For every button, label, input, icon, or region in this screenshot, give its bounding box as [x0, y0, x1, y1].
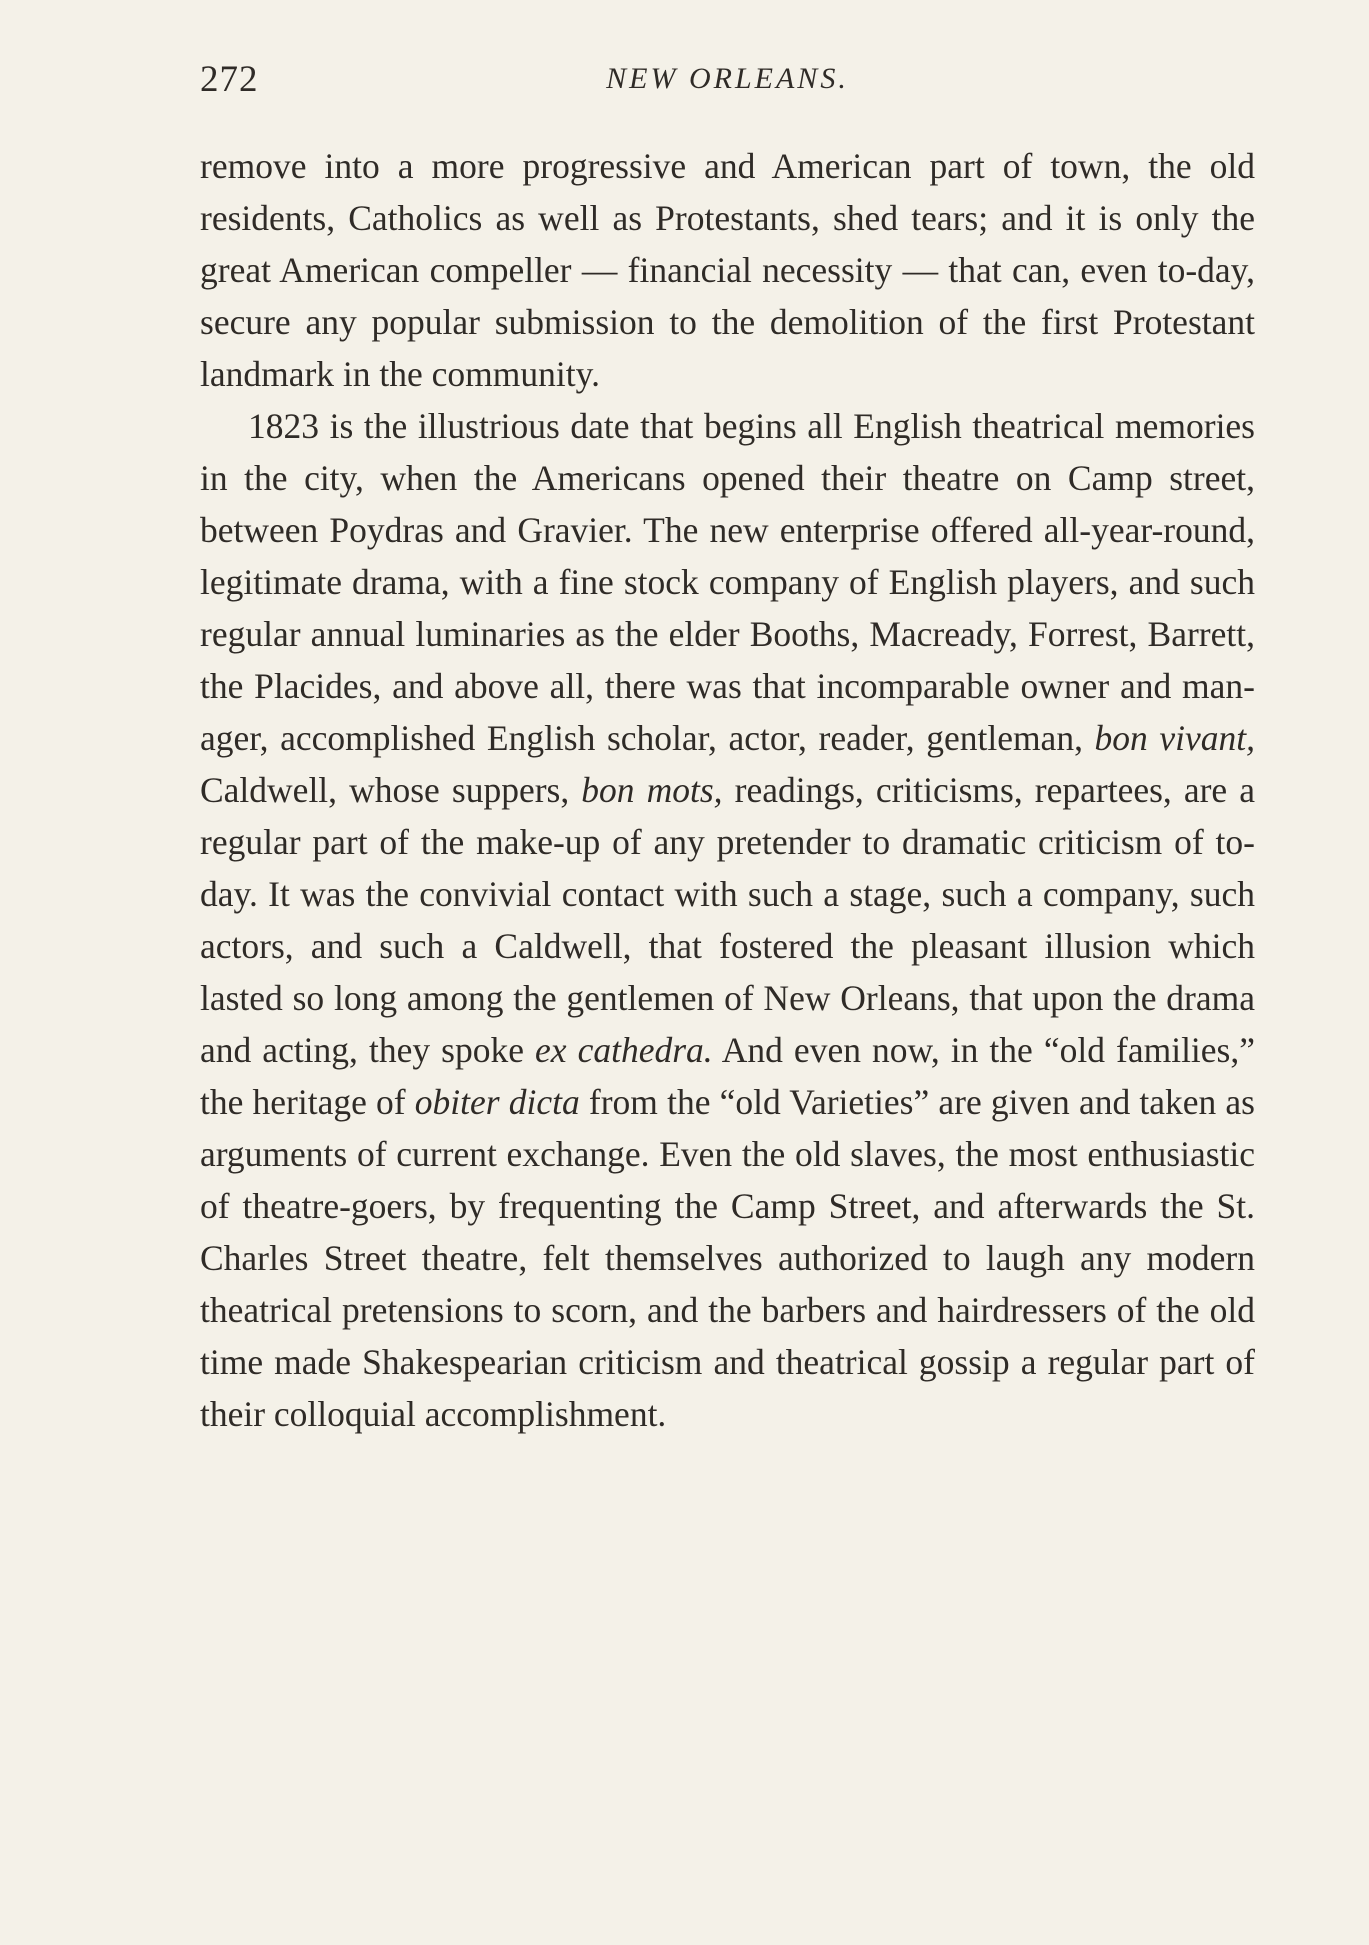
paragraph-continued: remove into a more progressive and American part of town, the old residents, Catholics as well as Protestants, shed tears; and it is only the great American compeller — financial necessity — that can, even to-day, secure any popular submission to the demolition of the first Protestant landmark in the community.	[200, 146, 1255, 394]
running-title: NEW ORLEANS.	[606, 62, 849, 95]
italic-phrase: bon mots,	[581, 770, 723, 810]
body-text	[200, 140, 1255, 1440]
paragraph-text-segment: 1823 is the illustrious date that begins all English theatrical memories in the city, when the Americans opened their theatre on Camp street, between Poydras and Gravier. The new enterprise offered all-year-round, legitimate drama, with a fine stock company of English players, and such regular annual luminaries as the elder Booths, Macready, Forrest, Barrett, the Placides, and above all, there was that incomparable owner and manager, accomplished English scholar, actor, reader, gentleman,	[200, 406, 1255, 758]
paragraph-text-segment: And even now, in the “old families,” the heritage of	[200, 1030, 1255, 1122]
page-number: 272	[200, 59, 259, 100]
page-header	[200, 58, 1255, 108]
paragraph-theatre-history	[200, 400, 1255, 1440]
paragraph-text-segment: Caldwell, whose suppers,	[200, 770, 582, 810]
paragraph-text-segment: readings, criticisms, repartees, are a regular part of the make-up of any pretender to dramatic criticism of to-day. It was the convivial contact with such a stage, such a company, such actors, and such a Caldwell, that fostered the pleasant illusion which lasted so long among the gentlemen of New Orleans, that upon the drama and acting, they spoke	[200, 770, 1256, 1070]
italic-phrase: bon vivant,	[1094, 718, 1255, 758]
italic-phrase: obiter dicta	[414, 1082, 580, 1122]
italic-phrase: ex cathedra.	[535, 1030, 713, 1070]
paragraph-text-segment: from the “old Varieties” are given and taken as arguments of current exchange. Even the old slaves, the most enthusiastic of theatre-goers, by frequenting the Camp Street, and afterwards the St. Charles Street theatre, felt themselves authorized to laugh any modern theatrical pretensions to scorn, and the barbers and hairdressers of the old time made Shakespearian criticism and theatrical gossip a regular part of their colloquial accomplishment.	[200, 1082, 1255, 1434]
